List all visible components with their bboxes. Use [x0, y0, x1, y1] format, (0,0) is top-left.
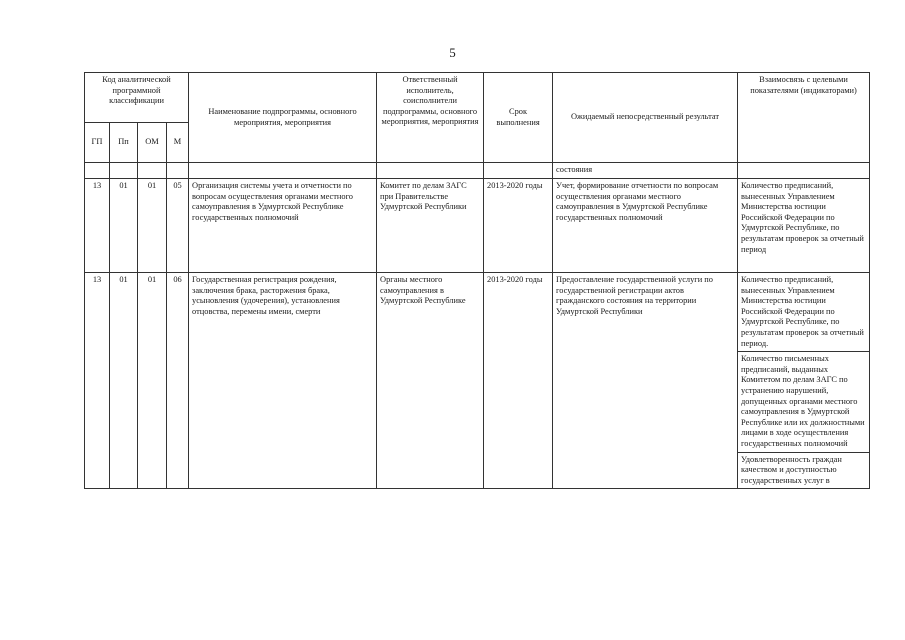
program-table [84, 72, 870, 489]
header-link: Взаимосвязь с целевыми показателями (индикаторами) [738, 73, 870, 163]
row-m: 06 [167, 273, 189, 489]
cont-name [189, 163, 377, 179]
row-name: Государственная регистрация рождения, заключения брака, расторжения брака, усыновления (удочерения), установления отцовства, перемены имени, смерти [189, 273, 377, 489]
row-indicators [738, 273, 870, 489]
indicator-item: Количество письменных предписаний, выданных Комитетом по делам ЗАГС по устранению нарушений, допущенных органами местного самоуправления в Удмуртской Республике или их должностными лицами в ходе осуществления государственных полномочий [738, 352, 869, 452]
row-gp: 13 [85, 179, 110, 273]
row-result: Учет, формирование отчетности по вопросам осуществления органами местного самоуправления в Удмуртской Республике государственных полномочий [553, 179, 738, 273]
row-gp: 13 [85, 273, 110, 489]
header-gp: ГП [85, 123, 110, 163]
continuation-row [85, 163, 870, 179]
header-responsible: Ответственный исполнитель, соисполнители подпрограммы, основного мероприятия, мероприятия [377, 73, 484, 163]
header-om: ОМ [138, 123, 167, 163]
row-term: 2013-2020 годы [484, 179, 553, 273]
table-row [85, 273, 870, 489]
header-row-1 [85, 73, 870, 123]
row-name: Организация системы учета и отчетности по вопросам осуществления органами местного самоуправления в Удмуртской Республике государственных полномочий [189, 179, 377, 273]
cont-pp [110, 163, 138, 179]
row-om: 01 [138, 179, 167, 273]
header-code-group: Код аналитической программной классификации [85, 73, 189, 123]
indicator-item: Количество предписаний, вынесенных Управлением Министерства юстиции Российской Федерации по Удмуртской Республике, по результатам проверок за отчетный период. [738, 273, 869, 352]
cont-term [484, 163, 553, 179]
row-indicators [738, 179, 870, 273]
header-term: Срок выполнения [484, 73, 553, 163]
row-responsible: Комитет по делам ЗАГС при Правительстве Удмуртской Республики [377, 179, 484, 273]
row-result: Предоставление государственной услуги по государственной регистрации актов гражданского состояния на территории Удмуртской Республики [553, 273, 738, 489]
indicator-item: Количество предписаний, вынесенных Управлением Министерства юстиции Российской Федерации по Удмуртской Республике, по результатам проверок за отчетный период [741, 181, 864, 254]
cont-link [738, 163, 870, 179]
header-m: М [167, 123, 189, 163]
cont-om [138, 163, 167, 179]
header-pp: Пп [110, 123, 138, 163]
cont-responsible [377, 163, 484, 179]
table-row [85, 179, 870, 273]
header-result: Ожидаемый непосредственный результат [553, 73, 738, 163]
row-pp: 01 [110, 273, 138, 489]
row-term: 2013-2020 годы [484, 273, 553, 489]
cont-result: состояния [553, 163, 738, 179]
page-number: 5 [449, 45, 456, 60]
cont-gp [85, 163, 110, 179]
row-om: 01 [138, 273, 167, 489]
row-pp: 01 [110, 179, 138, 273]
cont-m [167, 163, 189, 179]
header-name: Наименование подпрограммы, основного мероприятия, мероприятия [189, 73, 377, 163]
row-responsible: Органы местного самоуправления в Удмуртской Республике [377, 273, 484, 489]
row-m: 05 [167, 179, 189, 273]
indicator-item: Удовлетворенность граждан качеством и доступностью государственных услуг в [741, 454, 842, 485]
